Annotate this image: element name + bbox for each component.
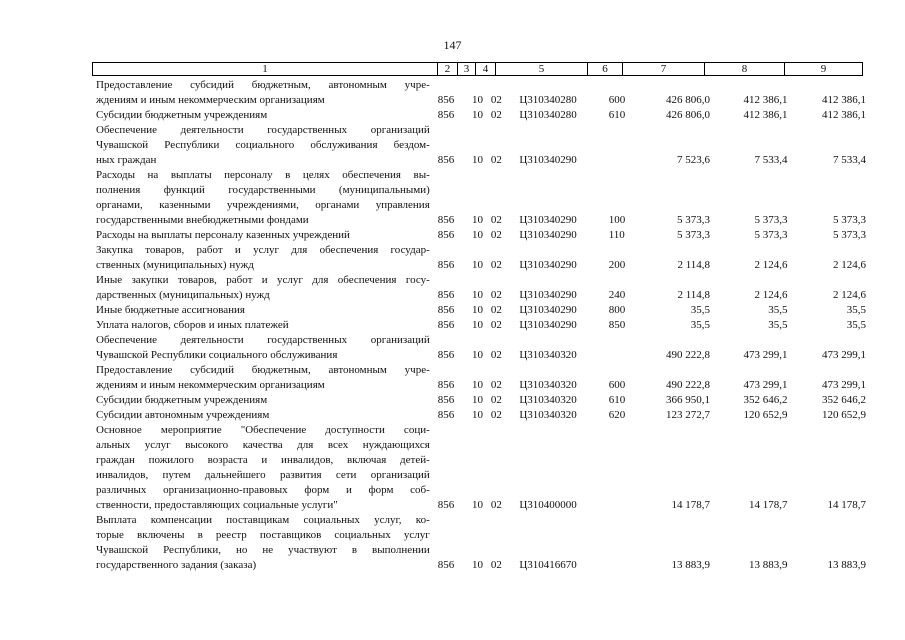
amount-year-3: 412 386,1	[822, 94, 866, 106]
amount-year-3: 412 386,1	[822, 109, 866, 121]
subsection-code: 02	[490, 259, 502, 271]
amount-year-1: 7 523,6	[677, 154, 711, 166]
subsection-code: 02	[490, 214, 502, 226]
table-row	[96, 513, 866, 573]
section-code: 10	[472, 319, 483, 331]
expense-type: 600	[608, 94, 626, 106]
target-article: Ц310340320	[519, 349, 577, 361]
ministry-code: 856	[437, 409, 455, 421]
description-line: Уплата налогов, сборов и иных платежей	[96, 319, 289, 331]
section-code: 10	[472, 379, 483, 391]
row-description	[96, 408, 430, 423]
expense-type: 110	[608, 229, 625, 241]
amount-year-3: 2 124,6	[833, 259, 866, 271]
amount-year-1: 13 883,9	[671, 559, 711, 571]
subsection-code: 02	[490, 229, 502, 241]
amount-year-2: 412 386,1	[743, 94, 788, 106]
description-line: Иные бюджетные ассигнования	[96, 304, 245, 316]
amount-year-1: 5 373,3	[677, 229, 711, 241]
table-row	[96, 108, 866, 123]
table-row	[96, 123, 866, 168]
expense-type: 620	[608, 409, 626, 421]
table-row	[96, 408, 866, 423]
target-article: Ц310340320	[519, 409, 577, 421]
amount-year-2: 2 124,6	[754, 259, 788, 271]
header-col-6: 6	[587, 63, 622, 75]
subsection-code: 02	[490, 289, 502, 301]
description-line: граждан пожилого возраста и инвалидов, включая детей-	[96, 454, 430, 466]
description-line: Обеспечение деятельности государственных организаций	[96, 124, 430, 136]
section-code: 10	[472, 499, 483, 511]
row-description	[96, 243, 430, 273]
amount-year-3: 2 124,6	[833, 289, 866, 301]
section-code: 10	[472, 394, 483, 406]
row-description	[96, 363, 430, 393]
amount-year-3: 13 883,9	[827, 559, 866, 571]
description-line: Обеспечение деятельности государственных организаций	[96, 334, 430, 346]
amount-year-2: 473 299,1	[743, 349, 788, 361]
ministry-code: 856	[437, 319, 455, 331]
header-col-3: 3	[457, 63, 475, 75]
section-code: 10	[472, 559, 483, 571]
table-row	[96, 363, 866, 393]
amount-year-1: 426 806,0	[666, 94, 711, 106]
row-description	[96, 393, 430, 408]
expense-type: 100	[608, 214, 626, 226]
description-line: дарственных (муниципальных) нужд	[96, 289, 270, 301]
amount-year-2: 35,5	[768, 304, 788, 316]
target-article: Ц310340290	[519, 304, 577, 316]
target-article: Ц310340290	[519, 154, 577, 166]
amount-year-2: 120 652,9	[743, 409, 788, 421]
amount-year-2: 473 299,1	[743, 379, 788, 391]
description-line: ственных (муниципальных) нужд	[96, 259, 254, 271]
description-line: ждениям и иным некоммерческим организациям	[96, 379, 325, 391]
header-col-2: 2	[437, 63, 457, 75]
description-line: государственными внебюджетными фондами	[96, 214, 309, 226]
description-line: Предоставление субсидий бюджетным, автономным учре-	[96, 79, 430, 91]
header-col-9: 9	[784, 63, 862, 75]
target-article: Ц310340280	[519, 109, 577, 121]
section-code: 10	[472, 214, 483, 226]
description-line: Субсидии бюджетным учреждениям	[96, 394, 268, 406]
row-description	[96, 108, 430, 123]
amount-year-1: 5 373,3	[677, 214, 711, 226]
amount-year-2: 14 178,7	[749, 499, 788, 511]
amount-year-2: 5 373,3	[754, 229, 788, 241]
description-line: ственности, предоставляющих социальные услуги"	[96, 499, 338, 511]
subsection-code: 02	[490, 409, 502, 421]
section-code: 10	[472, 349, 483, 361]
table-row	[96, 318, 866, 333]
row-description	[96, 228, 430, 243]
subsection-code: 02	[490, 559, 502, 571]
expense-type: 610	[608, 394, 626, 406]
target-article: Ц310340290	[519, 229, 577, 241]
description-line: Основное мероприятие "Обеспечение доступности соци-	[96, 424, 430, 436]
row-description	[96, 513, 430, 573]
description-line: государственного задания (заказа)	[96, 559, 257, 571]
section-code: 10	[472, 289, 483, 301]
row-description	[96, 78, 430, 108]
amount-year-2: 13 883,9	[749, 559, 788, 571]
table-row	[96, 423, 866, 513]
section-code: 10	[472, 409, 483, 421]
row-description	[96, 303, 430, 318]
amount-year-3: 352 646,2	[822, 394, 866, 406]
row-description	[96, 123, 430, 168]
section-code: 10	[472, 304, 483, 316]
table-row	[96, 78, 866, 108]
amount-year-1: 490 222,8	[666, 349, 711, 361]
target-article: Ц310340290	[519, 259, 577, 271]
description-line: ных граждан	[96, 154, 157, 166]
amount-year-3: 35,5	[846, 319, 866, 331]
expense-type: 240	[608, 289, 626, 301]
target-article: Ц310340320	[519, 379, 577, 391]
amount-year-2: 2 124,6	[754, 289, 788, 301]
ministry-code: 856	[437, 229, 455, 241]
amount-year-1: 366 950,1	[666, 394, 711, 406]
ministry-code: 856	[437, 259, 455, 271]
amount-year-1: 490 222,8	[666, 379, 711, 391]
description-line: Предоставление субсидий бюджетным, автономным учре-	[96, 364, 430, 376]
header-col-8: 8	[704, 63, 784, 75]
description-line: полнения функций государственными (муниципальными)	[96, 184, 430, 196]
amount-year-1: 35,5	[690, 319, 711, 331]
amount-year-3: 7 533,4	[833, 154, 866, 166]
description-line: торые включены в реестр поставщиков социальных услуг	[96, 529, 430, 541]
header-col-1: 1	[262, 63, 268, 75]
table-row	[96, 273, 866, 303]
description-line: органами, казенными учреждениями, органами управления	[96, 199, 430, 211]
subsection-code: 02	[490, 499, 502, 511]
target-article: Ц310340280	[519, 94, 577, 106]
target-article: Ц310400000	[519, 499, 577, 511]
description-line: ждениям и иным некоммерческим организациям	[96, 94, 325, 106]
subsection-code: 02	[490, 154, 502, 166]
table-row	[96, 243, 866, 273]
subsection-code: 02	[490, 394, 502, 406]
ministry-code: 856	[437, 349, 455, 361]
section-code: 10	[472, 229, 483, 241]
amount-year-1: 123 272,7	[666, 409, 711, 421]
amount-year-3: 473 299,1	[822, 349, 866, 361]
expense-type: 800	[608, 304, 626, 316]
subsection-code: 02	[490, 304, 502, 316]
header-col-5: 5	[495, 63, 587, 75]
amount-year-3: 5 373,3	[833, 214, 866, 226]
subsection-code: 02	[490, 94, 502, 106]
ministry-code: 856	[437, 304, 455, 316]
description-line: Выплата компенсации поставщикам социальных услуг, ко-	[96, 514, 430, 526]
ministry-code: 856	[437, 379, 455, 391]
table-row	[96, 333, 866, 363]
table-row	[96, 228, 866, 243]
amount-year-1: 14 178,7	[671, 499, 711, 511]
ministry-code: 856	[437, 289, 455, 301]
subsection-code: 02	[490, 319, 502, 331]
table-header	[92, 62, 863, 76]
amount-year-2: 5 373,3	[754, 214, 788, 226]
amount-year-3: 35,5	[846, 304, 866, 316]
amount-year-3: 14 178,7	[827, 499, 866, 511]
target-article: Ц310340290	[519, 214, 577, 226]
description-line: Субсидии автономным учреждениям	[96, 409, 270, 421]
description-line: альных услуг высокого качества для всех нуждающихся	[96, 439, 430, 451]
section-code: 10	[472, 154, 483, 166]
expense-type: 610	[608, 109, 626, 121]
amount-year-2: 35,5	[768, 319, 788, 331]
ministry-code: 856	[437, 154, 455, 166]
target-article: Ц310416670	[519, 559, 577, 571]
table-row	[96, 393, 866, 408]
amount-year-2: 412 386,1	[743, 109, 788, 121]
subsection-code: 02	[490, 379, 502, 391]
target-article: Ц310340290	[519, 319, 577, 331]
ministry-code: 856	[437, 109, 455, 121]
expense-type: 850	[608, 319, 626, 331]
row-description	[96, 318, 430, 333]
description-line: Чувашской Республики социального обслуживания бездом-	[96, 139, 430, 151]
ministry-code: 856	[437, 559, 455, 571]
description-line: Субсидии бюджетным учреждениям	[96, 109, 268, 121]
section-code: 10	[472, 259, 483, 271]
amount-year-3: 120 652,9	[822, 409, 866, 421]
target-article: Ц310340320	[519, 394, 577, 406]
amount-year-1: 426 806,0	[666, 109, 711, 121]
description-line: Иные закупки товаров, работ и услуг для обеспечения госу-	[96, 274, 430, 286]
header-col-4: 4	[475, 63, 495, 75]
description-line: Расходы на выплаты персоналу в целях обеспечения вы-	[96, 169, 430, 181]
amount-year-3: 473 299,1	[822, 379, 866, 391]
description-line: Чувашской Республики, но не участвуют в выполнении	[96, 544, 430, 556]
amount-year-1: 2 114,8	[677, 259, 711, 271]
row-description	[96, 333, 430, 363]
row-description	[96, 423, 430, 513]
ministry-code: 856	[437, 214, 455, 226]
table-body	[96, 78, 866, 573]
ministry-code: 856	[437, 394, 455, 406]
header-col-7: 7	[622, 63, 704, 75]
amount-year-3: 5 373,3	[833, 229, 866, 241]
amount-year-2: 352 646,2	[743, 394, 788, 406]
amount-year-1: 2 114,8	[677, 289, 711, 301]
page-number: 147	[443, 38, 462, 52]
amount-year-1: 35,5	[690, 304, 711, 316]
description-line: инвалидов, путем дальнейшего развития сети организаций	[96, 469, 430, 481]
description-line: различных организационно-правовых форм и форм соб-	[96, 484, 430, 496]
ministry-code: 856	[437, 499, 455, 511]
ministry-code: 856	[437, 94, 455, 106]
expense-type: 600	[608, 379, 626, 391]
expense-type: 200	[608, 259, 626, 271]
subsection-code: 02	[490, 109, 502, 121]
section-code: 10	[472, 94, 483, 106]
description-line: Закупка товаров, работ и услуг для обеспечения государ-	[96, 244, 430, 256]
row-description	[96, 273, 430, 303]
description-line: Расходы на выплаты персоналу казенных учреждений	[96, 229, 350, 241]
target-article: Ц310340290	[519, 289, 577, 301]
amount-year-2: 7 533,4	[754, 154, 788, 166]
subsection-code: 02	[490, 349, 502, 361]
table-row	[96, 168, 866, 228]
section-code: 10	[472, 109, 483, 121]
table-row	[96, 303, 866, 318]
description-line: Чувашской Республики социального обслуживания	[96, 349, 338, 361]
row-description	[96, 168, 430, 228]
